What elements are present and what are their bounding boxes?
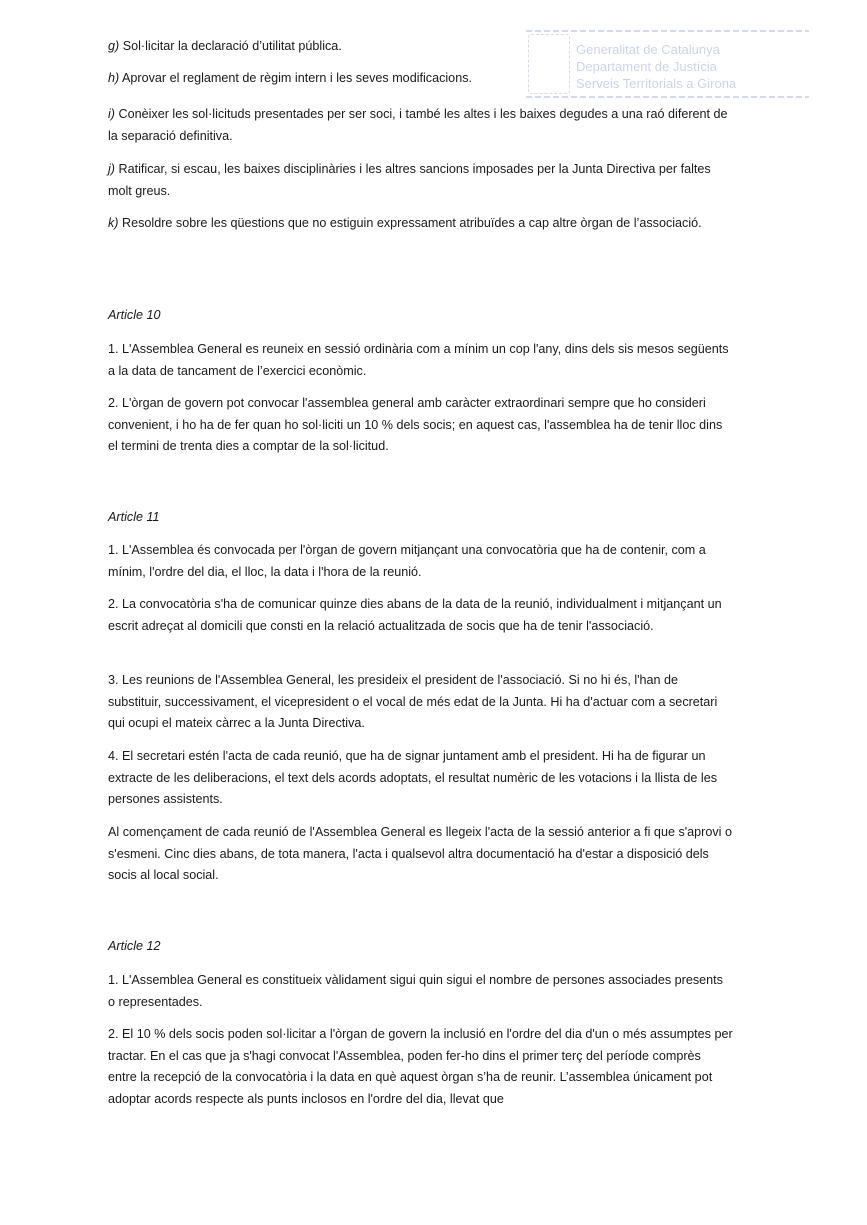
list-item-h	[108, 68, 508, 90]
article-11-paragraph-2: 2. La convocatòria s'ha de comunicar quinze dies abans de la data de la reunió, individualment i mitjançant un escrit adreçat al domicili que consti en la relació actualitzada de socis que ha de tenir l'associació.	[108, 597, 722, 633]
item-label: g)	[108, 39, 120, 53]
item-label: j)	[108, 162, 115, 176]
item-text: Resoldre sobre les qüestions que no estiguin expressament atribuïdes a cap altre òrgan de l’associació.	[118, 216, 702, 230]
official-stamp	[526, 30, 809, 98]
article-10-paragraph-1: 1. L'Assemblea General es reuneix en sessió ordinària com a mínim un cop l'any, dins dels sis mesos següents a la data de tancament de l’exercici econòmic.	[108, 342, 729, 378]
article-10-heading: Article 10	[108, 308, 161, 322]
stamp-bottom-border	[526, 96, 809, 98]
item-text: Sol·licitar la declaració d’utilitat pública.	[119, 39, 342, 53]
item-label: h)	[108, 71, 120, 85]
list-item-i	[108, 104, 733, 147]
list-item-j	[108, 159, 733, 202]
article-11-paragraph-1: 1. L'Assemblea és convocada per l'òrgan de govern mitjançant una convocatòria que ha de contenir, com a mínim, l'ordre del dia, el lloc, la data i l'hora de la reunió.	[108, 543, 706, 579]
item-text: Ratificar, si escau, les baixes disciplinàries i les altres sancions imposades per la Junta Directiva per faltes molt greus.	[108, 162, 711, 198]
item-text: Conèixer les sol·licituds presentades per ser soci, i també les altes i les baixes degudes a una raó diferent de la separació definitiva.	[108, 107, 728, 143]
stamp-logo	[528, 34, 570, 94]
article-11-heading: Article 11	[108, 510, 160, 524]
list-item-g	[108, 36, 508, 58]
article-11-paragraph-5: Al començament de cada reunió de l'Assemblea General es llegeix l'acta de la sessió anterior a fi que s'aprovi o s'esmeni. Cinc dies abans, de tota manera, l'acta i qualsevol altra documentació ha d'estar a disposició dels socis al local social.	[108, 825, 732, 882]
stamp-line-1: Generalitat de Catalunya	[576, 42, 720, 57]
article-11-paragraph-3: 3. Les reunions de l'Assemblea General, les presideix el president de l'associació. Si no hi és, l'han de substituir, successivament, el vicepresident o el vocal de més edat de la Junta. Hi ha d'actuar com a secretari qui ocupi el mateix càrrec a la Junta Directiva.	[108, 673, 718, 730]
list-item-k	[108, 213, 733, 235]
item-label: i)	[108, 107, 115, 121]
article-12-heading: Article 12	[108, 939, 161, 953]
article-12-paragraph-2: 2. El 10 % dels socis poden sol·licitar a l'òrgan de govern la inclusió en l'ordre del dia d'un o més assumptes per tractar. En el cas que ja s'hagi convocat l'Assemblea, poden fer-ho dins el primer terç del període comprès entre la recepció de la convocatòria i la data en què aquest òrgan s’ha de reunir. L’assemblea únicament pot adoptar acords respecte als punts inclosos en l'ordre del dia, llevat que	[108, 1027, 733, 1106]
article-10-paragraph-2: 2. L'òrgan de govern pot convocar l'assemblea general amb caràcter extraordinari sempre que ho consideri convenient, i ho ha de fer quan ho sol·liciti un 10 % dels socis; en aquest cas, l'assemblea ha de tenir lloc dins el termini de trenta dies a comptar de la sol·licitud.	[108, 396, 723, 453]
item-text: Aprovar el reglament de règim intern i les seves modificacions.	[119, 71, 472, 85]
stamp-top-border	[526, 30, 809, 32]
stamp-line-3: Serveis Territorials a Girona	[576, 76, 737, 91]
stamp-line-2: Departament de Justícia	[576, 59, 717, 74]
article-11-paragraph-4: 4. El secretari estén l'acta de cada reunió, que ha de signar juntament amb el president. Hi ha de figurar un extracte de les deliberacions, el text dels acords adoptats, el resultat numèric de les votacions i la llista de les persones assistents.	[108, 749, 718, 806]
article-12-paragraph-1: 1. L'Assemblea General es constitueix vàlidament sigui quin sigui el nombre de persones associades presents o representades.	[108, 973, 723, 1009]
item-label: k)	[108, 216, 119, 230]
